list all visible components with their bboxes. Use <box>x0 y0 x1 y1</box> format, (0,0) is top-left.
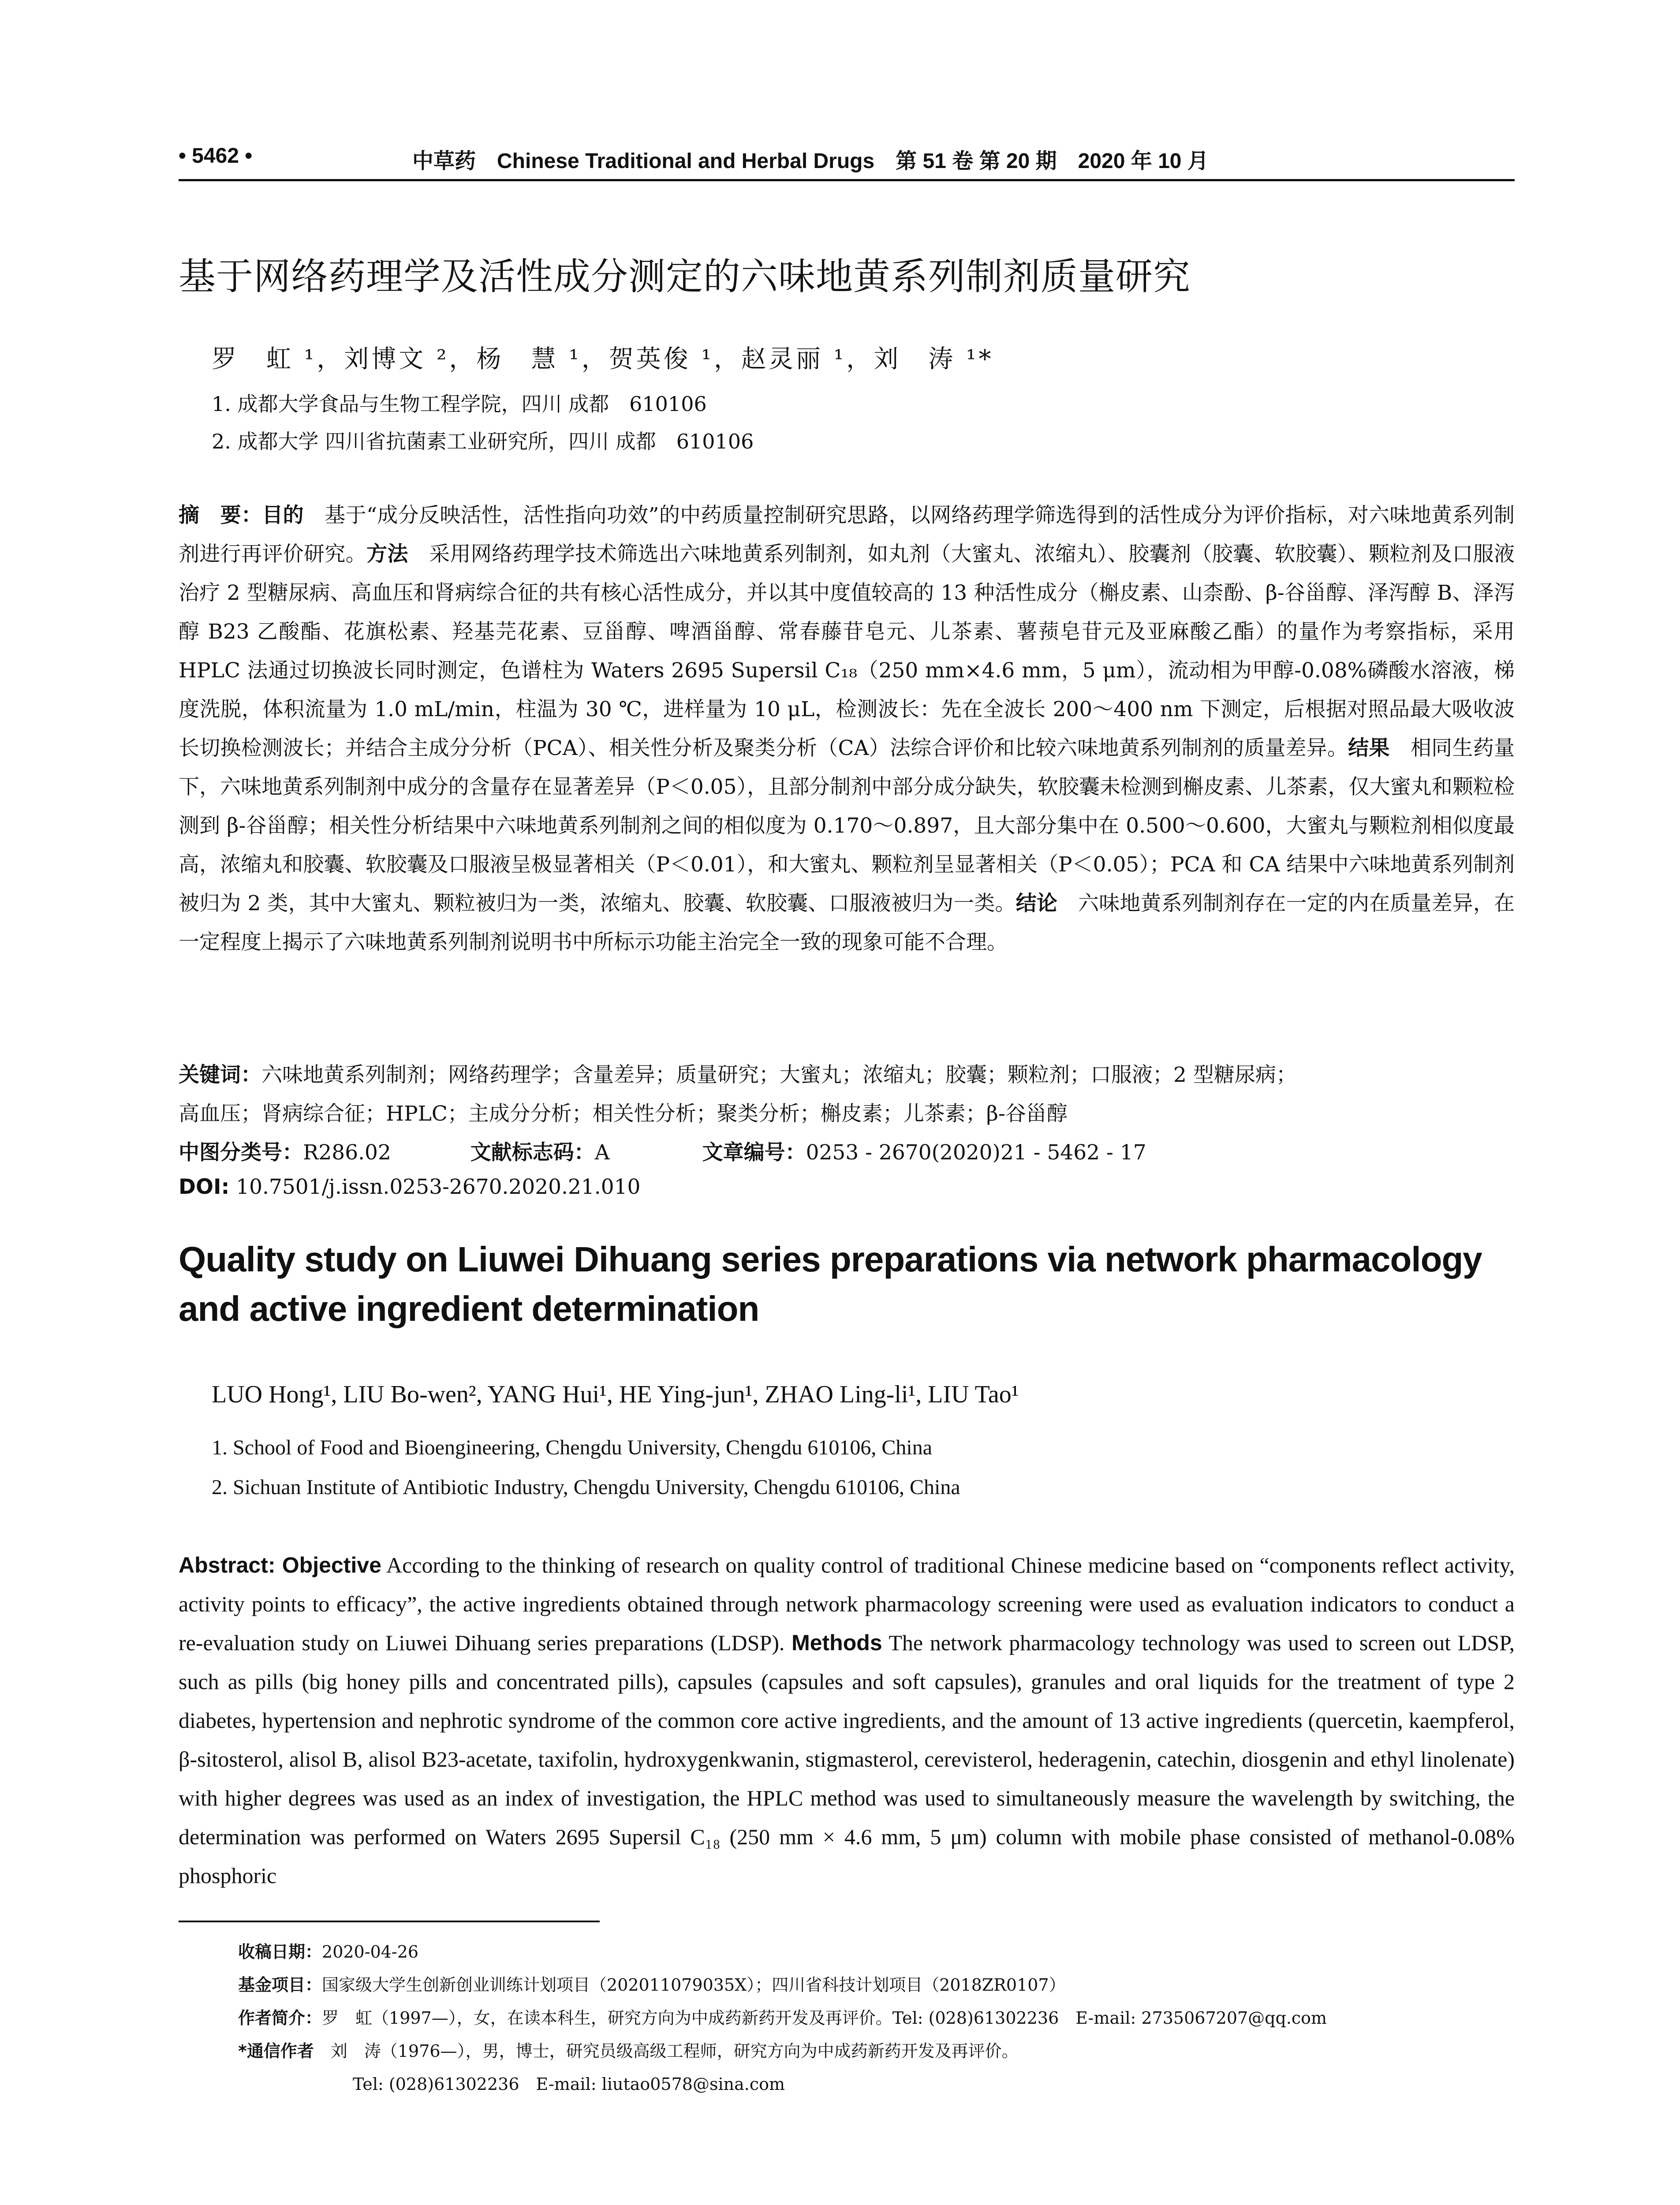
abstract-label: 摘 要： <box>179 503 262 527</box>
affiliation-cn-1: 1. 成都大学食品与生物工程学院，四川 成都 610106 <box>212 392 707 416</box>
keywords-line-2: 高血压；肾病综合征；HPLC；主成分分析；相关性分析；聚类分析；槲皮素；儿茶素；β-谷甾醇 <box>179 1102 1068 1126</box>
keywords-label: 关键词： <box>179 1063 261 1087</box>
classification-line <box>179 1136 1146 1166</box>
abstract-english <box>179 1546 1515 1895</box>
corresponding-label: *通信作者 <box>238 2041 314 2061</box>
doi-label: DOI: <box>179 1175 230 1199</box>
abstract-en-label: Abstract: <box>179 1553 276 1577</box>
doi-value: 10.7501/j.issn.0253-2670.2020.21.010 <box>229 1175 641 1199</box>
doc-code-label: 文献标志码： <box>470 1140 595 1165</box>
objective-en-label: Objective <box>275 1553 381 1577</box>
results-text: 相同生药量下，六味地黄系列制剂中成分的含量存在显著差异（P＜0.05），且部分制剂中部分成分缺失，软胶囊未检测到槲皮素、儿茶素，仅大蜜丸和颗粒检测到 β-谷甾醇；相关性分析结果中六味地黄系列制剂之间的相似度为 0.170～0.897，且大部分集中在 0.500～0.600，大蜜丸与颗粒剂相似度最高，浓缩丸和胶囊、软胶囊及口服液呈极显著相关（P＜0.01），和大蜜丸、颗粒剂呈显著相关（P＜0.05）；PCA 和 CA 结果中六味地黄系列制剂被归为 2 类，其中大蜜丸、颗粒被归为一类，浓缩丸、胶囊、软胶囊、口服液被归为一类。 <box>179 736 1515 916</box>
doc-code-value: A <box>594 1140 610 1165</box>
author-bio-value: 罗 虹（1997—），女，在读本科生，研究方向为中成药新药开发及再评价。Tel: (028)61302236 E-mail: 2735067207@qq.com <box>322 2008 1327 2028</box>
corresponding-value: 刘 涛（1976—），男，博士，研究员级高级工程师，研究方向为中成药新药开发及再评价。 <box>314 2041 1019 2061</box>
objective-en-text: According to the thinking of research on quality control of traditional Chinese medicine based on “components reflect activity, activity points to efficacy”, the active ingredients obtained through network pharmacology screening were used as evaluation indicators to conduct a re-evaluation study on Liuwei Dihuang series preparations (LDSP). <box>179 1553 1515 1655</box>
keywords-text-1: 六味地黄系列制剂；网络药理学；含量差异；质量研究；大蜜丸；浓缩丸；胶囊；颗粒剂；口服液；2 型糖尿病； <box>261 1063 1297 1087</box>
journal-info: 中草药 Chinese Traditional and Herbal Drugs 第 51 卷 第 20 期 2020 年 10 月 <box>412 149 1209 173</box>
fund-label: 基金项目： <box>238 1975 322 1995</box>
keywords-line-1 <box>179 1058 1297 1088</box>
results-label: 结果 <box>1348 736 1390 760</box>
affiliation-cn-2: 2. 成都大学 四川省抗菌素工业研究所，四川 成都 610106 <box>212 430 754 453</box>
methods-text: 采用网络药理学技术筛选出六味地黄系列制剂，如丸剂（大蜜丸、浓缩丸）、胶囊剂（胶囊、软胶囊）、颗粒剂及口服液治疗 2 型糖尿病、高血压和肾病综合征的共有核心活性成分，并以其中度值较高的 13 种活性成分（槲皮素、山柰酚、β-谷甾醇、泽泻醇 B、泽泻醇 B23 乙酸酯、花旗松素、羟基芫花素、豆甾醇、啤酒甾醇、常春藤苷皂元、儿茶素、薯蓣皂苷元及亚麻酸乙酯）的量作为考察指标，采用 HPLC 法通过切换波长同时测定，色谱柱为 Waters 2695 Supersil C₁₈（250 mm×4.6 mm，5 μm），流动相为甲醇-0.08%磷酸水溶液，梯度洗脱，体积流量为 1.0 mL/min，柱温为 30 ℃，进样量为 10 μL，检测波长：先在全波长 200～400 nm 下测定，后根据对照品最大吸收波长切换检测波长；并结合主成分分析（PCA）、相关性分析及聚类分析（CA）法综合评价和比较六味地黄系列制剂的质量差异。 <box>179 542 1515 760</box>
objective-text: 基于“成分反映活性，活性指向功效”的中药质量控制研究思路，以网络药理学筛选得到的活性成分为评价指标，对六味地黄系列制剂进行再评价研究。 <box>179 503 1515 566</box>
clc-label: 中图分类号： <box>179 1140 303 1165</box>
footnote-corresponding <box>238 2037 1019 2062</box>
header-rule <box>179 179 1515 181</box>
methods-label: 方法 <box>366 542 408 566</box>
article-no-value: 0253 - 2670(2020)21 - 5462 - 17 <box>806 1140 1146 1165</box>
footnote-fund <box>238 1971 1066 1996</box>
running-header <box>179 140 1515 183</box>
authors-chinese: 罗 虹 ¹，刘博文 ²，杨 慧 ¹，贺英俊 ¹，赵灵丽 ¹，刘 涛 ¹* <box>212 345 994 374</box>
received-label: 收稿日期： <box>238 1942 322 1962</box>
conclusion-text: 六味地黄系列制剂存在一定的内在质量差异，在一定程度上揭示了六味地黄系列制剂说明书中所标示功能主治完全一致的现象可能不合理。 <box>179 891 1515 954</box>
received-value: 2020-04-26 <box>322 1942 419 1962</box>
footnote-author <box>238 2004 1327 2029</box>
objective-label: 目的 <box>262 503 304 527</box>
conclusion-label: 结论 <box>1015 891 1057 916</box>
article-no-label: 文章编号： <box>702 1140 806 1165</box>
methods-en-label: Methods <box>791 1630 882 1655</box>
abstract-chinese <box>179 496 1515 962</box>
clc-value: R286.02 <box>303 1140 391 1165</box>
footnote-rule <box>179 1921 600 1922</box>
methods-en-text: The network pharmacology technology was used to screen out LDSP, such as pills (big honey pills and concentrated pills), capsules (capsules and soft capsules), granules and oral liquids for the treatment of type 2 diabetes, hypertension and nephrotic syndrome of the common core active ingredients, and the amount of 13 active ingredients (quercetin, kaempferol, β-sitosterol, alisol B, alisol B23-acetate, taxifolin, hydroxygenkwanin, stigmasterol, cerevisterol, hederagenin, catechin, diosgenin and ethyl linolenate) with higher degrees was used as an index of investigation, the HPLC method was used to simultaneously measure the wavelength by switching, the determination was performed on Waters 2695 Supersil C₁₈ (250 mm × 4.6 mm, 5 μm) column with mobile phase consisted of methanol-0.08% phosphoric <box>179 1630 1515 1888</box>
authors-english: LUO Hong¹, LIU Bo-wen², YANG Hui¹, HE Ying-jun¹, ZHAO Ling-li¹, LIU Tao¹ <box>212 1381 1019 1408</box>
affiliation-en-2: 2. Sichuan Institute of Antibiotic Industry, Chengdu University, Chengdu 610106, China <box>212 1476 960 1499</box>
footnote-corresponding-contact: Tel: (028)61302236 E-mail: liutao0578@sina.com <box>353 2074 785 2094</box>
title-english: Quality study on Liuwei Dihuang series preparations via network pharmacology and active ingredient determination <box>179 1240 1482 1328</box>
doi-line <box>179 1175 640 1199</box>
footnote-received <box>238 1938 418 1962</box>
author-bio-label: 作者简介： <box>238 2008 322 2028</box>
page-number: • 5462 • <box>179 144 253 168</box>
affiliation-en-1: 1. School of Food and Bioengineering, Chengdu University, Chengdu 610106, China <box>212 1436 933 1459</box>
title-chinese: 基于网络药理学及活性成分测定的六味地黄系列制剂质量研究 <box>179 255 1191 298</box>
fund-value: 国家级大学生创新创业训练计划项目（202011079035X）；四川省科技计划项目（2018ZR0107） <box>322 1975 1066 1995</box>
